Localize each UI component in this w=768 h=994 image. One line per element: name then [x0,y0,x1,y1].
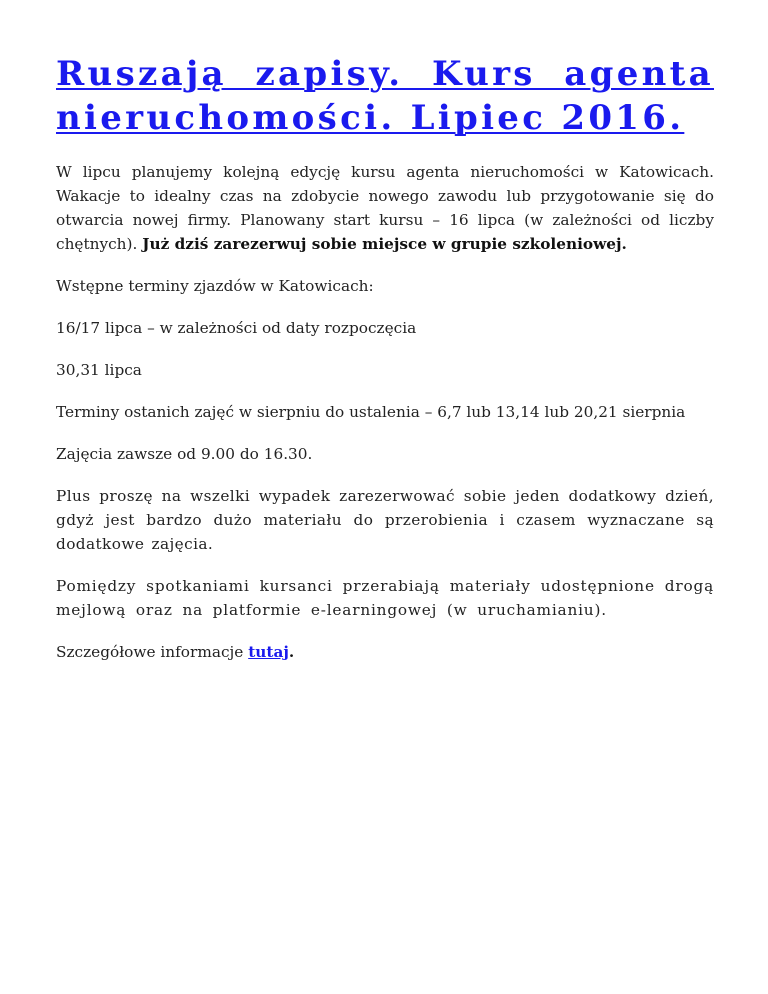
article-title [56,52,714,140]
intro-paragraph [56,160,714,256]
extra-day-paragraph: Plus proszę na wszelki wypadek zarezerwować sobie jeden dodatkowy dzień, gdyż jest bardzo dużo materiału do przerobienia i czasem wyznaczane są dodatkowe zajęcia. [56,487,714,553]
date-item-2: 30,31 lipca [56,361,142,379]
date-item-1: 16/17 lipca – w zależności od daty rozpoczęcia [56,319,417,337]
details-prefix: Szczegółowe informacje [56,643,249,661]
between-meetings-paragraph: Pomiędzy spotkaniami kursanci przerabiają materiały udostępnione drogą mejlową oraz na platformie e-learningowej (w uruchamianiu). [56,577,714,619]
hours-paragraph: Zajęcia zawsze od 9.00 do 16.30. [56,445,313,463]
schedule-heading: Wstępne terminy zjazdów w Katowicach: [56,277,374,295]
intro-text: W lipcu planujemy kolejną edycję kursu agenta nieruchomości w Katowicach. Wakacje to idealny czas na zdobycie nowego zawodu lub przygotowanie się do otwarcia nowej firmy. Planowany start kursu – 16 lipca (w zależności od liczby chętnych). [56,163,714,253]
date-item-3: Terminy ostanich zajęć w sierpniu do ustalenia – 6,7 lub 13,14 lub 20,21 sierpnia [56,403,686,421]
intro-bold-text: Już dziś zarezerwuj sobie miejsce w grupie szkoleniowej. [142,235,627,253]
details-link[interactable]: tutaj [248,643,289,661]
details-suffix: . [288,643,295,661]
details-paragraph [56,640,714,664]
article [56,52,714,682]
article-title-link[interactable]: Ruszają zapisy. Kurs agenta nieruchomości. Lipiec 2016. [56,54,714,138]
